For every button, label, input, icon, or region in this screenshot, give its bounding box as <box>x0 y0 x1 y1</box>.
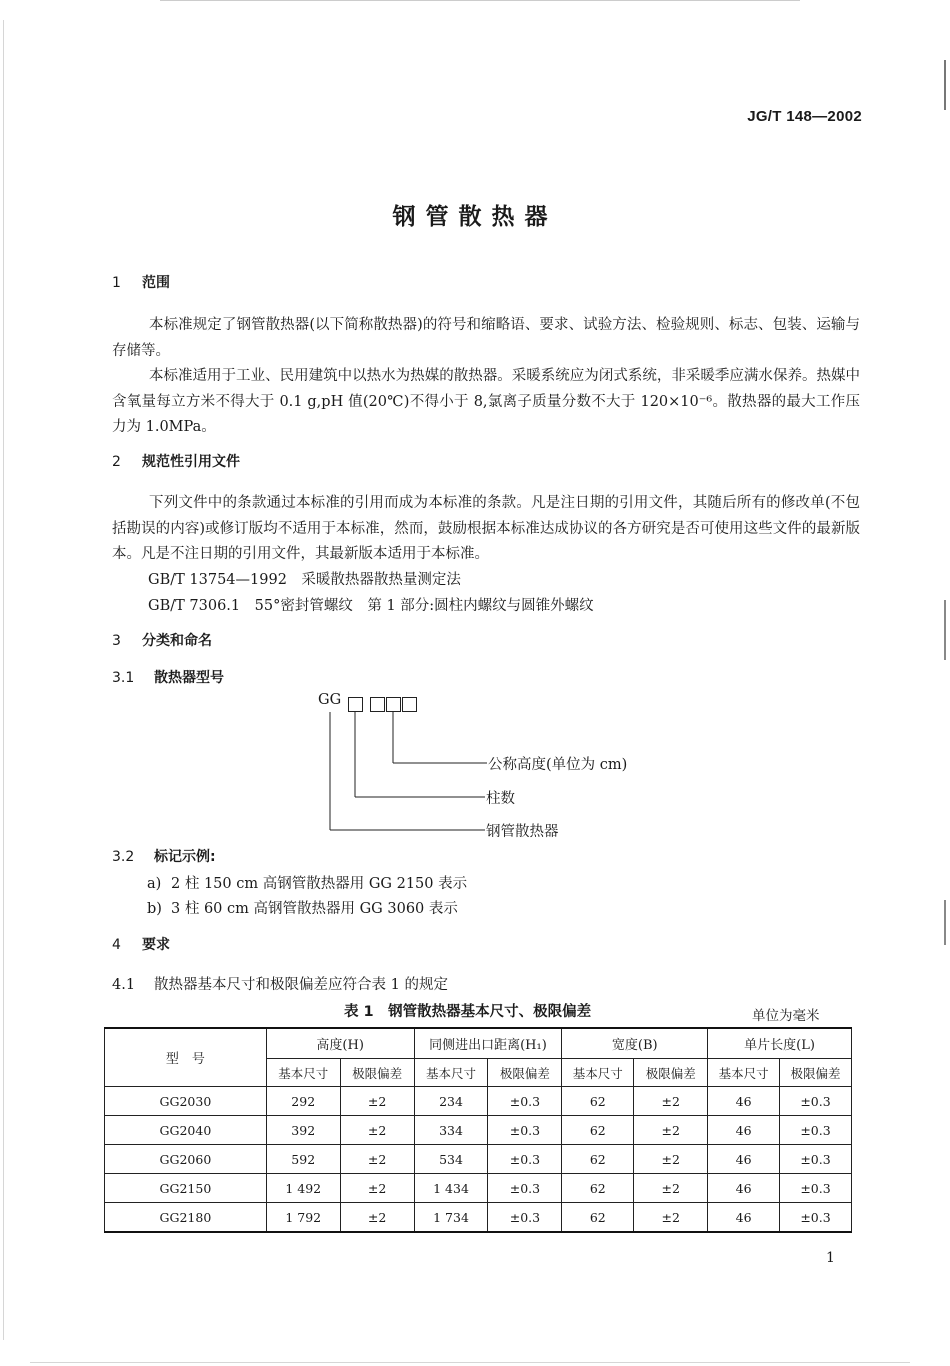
scan-edge-right <box>944 60 946 110</box>
table-row <box>105 1203 852 1233</box>
table-cell: ±2 <box>340 1087 414 1116</box>
section-4-heading <box>112 934 170 954</box>
table-cell: ±0.3 <box>780 1203 852 1233</box>
table-cell: 592 <box>266 1145 340 1174</box>
table-header-model: 型 号 <box>105 1028 267 1087</box>
model-label-product: 钢管散热器 <box>486 824 559 840</box>
table-cell: 46 <box>708 1174 780 1203</box>
table-cell: ±0.3 <box>488 1203 562 1233</box>
reference-2: GB/T 7306.1 55°密封管螺纹 第 1 部分:圆柱内螺纹与圆锥外螺纹 <box>148 598 594 614</box>
table-cell: ±0.3 <box>780 1087 852 1116</box>
model-label-columns: 柱数 <box>486 791 515 807</box>
table-cell: ±0.3 <box>488 1087 562 1116</box>
table-cell: ±0.3 <box>780 1116 852 1145</box>
section-2-number: 2 <box>112 454 121 470</box>
table-cell: 1 734 <box>414 1203 488 1233</box>
table-cell: ±2 <box>340 1203 414 1233</box>
table-cell: 46 <box>708 1203 780 1233</box>
section-3-1-number: 3.1 <box>112 670 135 686</box>
table-cell: 1 434 <box>414 1174 488 1203</box>
example-b <box>147 897 458 918</box>
table-cell: 1 492 <box>266 1174 340 1203</box>
table-cell: 62 <box>562 1087 634 1116</box>
table-cell: ±2 <box>634 1116 708 1145</box>
dimensions-table <box>104 1027 852 1233</box>
table-cell: ±0.3 <box>780 1174 852 1203</box>
section-3-heading <box>112 630 212 650</box>
table-header-width: 宽度(B) <box>562 1028 708 1059</box>
section-1-number: 1 <box>112 275 121 291</box>
table-cell: ±2 <box>634 1145 708 1174</box>
table-header-port-distance: 同侧进出口距离(H₁) <box>414 1028 562 1059</box>
example-a <box>147 872 467 893</box>
model-code-prefix: GG <box>318 692 342 708</box>
table-cell: GG2180 <box>105 1203 267 1233</box>
table-subheader-basic: 基本尺寸 <box>266 1059 340 1087</box>
section-3-number: 3 <box>112 633 121 649</box>
table-cell: ±2 <box>340 1116 414 1145</box>
section-2-para-1: 下列文件中的条款通过本标准的引用而成为本标准的条款。凡是注日期的引用文件，其随后所有的修改单(不包括勘误的内容)或修订版均不适用于本标准，然而，鼓励根据本标准达成协议的各方研究是否可使用这些文件的最新版本。凡是不注日期的引用文件，其最新版本适用于本标准。 <box>112 495 860 562</box>
table-subheader-tolerance: 极限偏差 <box>488 1059 562 1087</box>
section-2-heading <box>112 451 240 471</box>
section-3-1-heading <box>112 667 224 687</box>
section-4-1-text: 散热器基本尺寸和极限偏差应符合表 1 的规定 <box>154 977 448 993</box>
table-cell: 62 <box>562 1203 634 1233</box>
scan-edge-right-3 <box>944 900 946 945</box>
table-cell: 62 <box>562 1174 634 1203</box>
example-a-marker: a) <box>147 876 162 892</box>
reference-1: GB/T 13754—1992 采暖散热器散热量测定法 <box>148 572 461 588</box>
scan-edge-bottom <box>30 1362 910 1363</box>
table-cell: GG2040 <box>105 1116 267 1145</box>
example-a-text: 2 柱 150 cm 高钢管散热器用 GG 2150 表示 <box>171 876 468 892</box>
section-4-number: 4 <box>112 937 121 953</box>
scan-edge-top <box>160 0 800 1</box>
model-placeholder-box-4 <box>402 697 417 712</box>
table-subheader-basic: 基本尺寸 <box>562 1059 634 1087</box>
table-cell: 46 <box>708 1145 780 1174</box>
table-cell: 62 <box>562 1145 634 1174</box>
table-cell: ±2 <box>634 1174 708 1203</box>
page-number: 1 <box>826 1250 835 1266</box>
table-cell: 1 792 <box>266 1203 340 1233</box>
section-1-heading <box>112 272 170 292</box>
table-cell: ±0.3 <box>488 1174 562 1203</box>
table-subheader-basic: 基本尺寸 <box>708 1059 780 1087</box>
table-title: 表 1 钢管散热器基本尺寸、极限偏差 <box>344 1004 592 1020</box>
table-cell: 46 <box>708 1087 780 1116</box>
table-cell: ±0.3 <box>488 1116 562 1145</box>
table-cell: 534 <box>414 1145 488 1174</box>
table-cell: 292 <box>266 1087 340 1116</box>
standard-code: JG/T 148—2002 <box>747 108 862 125</box>
table-cell: 334 <box>414 1116 488 1145</box>
table-unit-note: 单位为毫米 <box>752 1008 820 1024</box>
section-3-2-title: 标记示例: <box>154 849 216 865</box>
table-cell: ±2 <box>340 1174 414 1203</box>
table-header-height: 高度(H) <box>266 1028 414 1059</box>
table-cell: ±2 <box>634 1087 708 1116</box>
table-subheader-tolerance: 极限偏差 <box>634 1059 708 1087</box>
table-row <box>105 1145 852 1174</box>
example-b-text: 3 柱 60 cm 高钢管散热器用 GG 3060 表示 <box>171 901 458 917</box>
section-3-1-title: 散热器型号 <box>154 670 224 686</box>
section-3-title: 分类和命名 <box>142 633 212 649</box>
table-subheader-basic: 基本尺寸 <box>414 1059 488 1087</box>
table-row <box>105 1116 852 1145</box>
table-cell: 392 <box>266 1116 340 1145</box>
table-subheader-tolerance: 极限偏差 <box>780 1059 852 1087</box>
table-cell: 234 <box>414 1087 488 1116</box>
model-placeholder-box-3 <box>386 697 401 712</box>
table-cell: ±0.3 <box>780 1145 852 1174</box>
model-placeholder-box-2 <box>370 697 385 712</box>
section-1-para-2: 本标准适用于工业、民用建筑中以热水为热媒的散热器。采暖系统应为闭式系统，非采暖季应满水保养。热媒中含氧量每立方米不得大于 0.1 g,pH 值(20℃)不得小于 8,氯离子质量分数不大于 120×10⁻⁶。散热器的最大工作压力为 1.0MPa。 <box>112 368 860 435</box>
page-title: 钢管散热器 <box>392 204 558 230</box>
section-3-2-number: 3.2 <box>112 849 135 865</box>
section-2-title: 规范性引用文件 <box>142 454 240 470</box>
scan-edge-right-2 <box>944 600 946 660</box>
model-label-height: 公称高度(单位为 cm) <box>488 757 628 773</box>
table-cell: ±2 <box>634 1203 708 1233</box>
table-cell: 46 <box>708 1116 780 1145</box>
table-cell: GG2150 <box>105 1174 267 1203</box>
table-row <box>105 1174 852 1203</box>
section-1-title: 范围 <box>142 275 170 291</box>
section-1-para-1: 本标准规定了钢管散热器(以下简称散热器)的符号和缩略语、要求、试验方法、检验规则、标志、包装、运输与存储等。 <box>112 317 860 359</box>
table-row <box>105 1087 852 1116</box>
section-4-1-line <box>112 973 448 994</box>
model-placeholder-box-1 <box>348 697 363 712</box>
table-header-section-length: 单片长度(L) <box>708 1028 852 1059</box>
model-code-diagram <box>300 690 680 850</box>
table-cell: ±2 <box>340 1145 414 1174</box>
table-subheader-tolerance: 极限偏差 <box>340 1059 414 1087</box>
table-cell: GG2060 <box>105 1145 267 1174</box>
section-4-1-number: 4.1 <box>112 977 136 993</box>
section-4-title: 要求 <box>142 937 170 953</box>
table-cell: ±0.3 <box>488 1145 562 1174</box>
table-cell: GG2030 <box>105 1087 267 1116</box>
section-3-2-heading <box>112 846 216 866</box>
table-cell: 62 <box>562 1116 634 1145</box>
example-b-marker: b) <box>147 901 162 917</box>
